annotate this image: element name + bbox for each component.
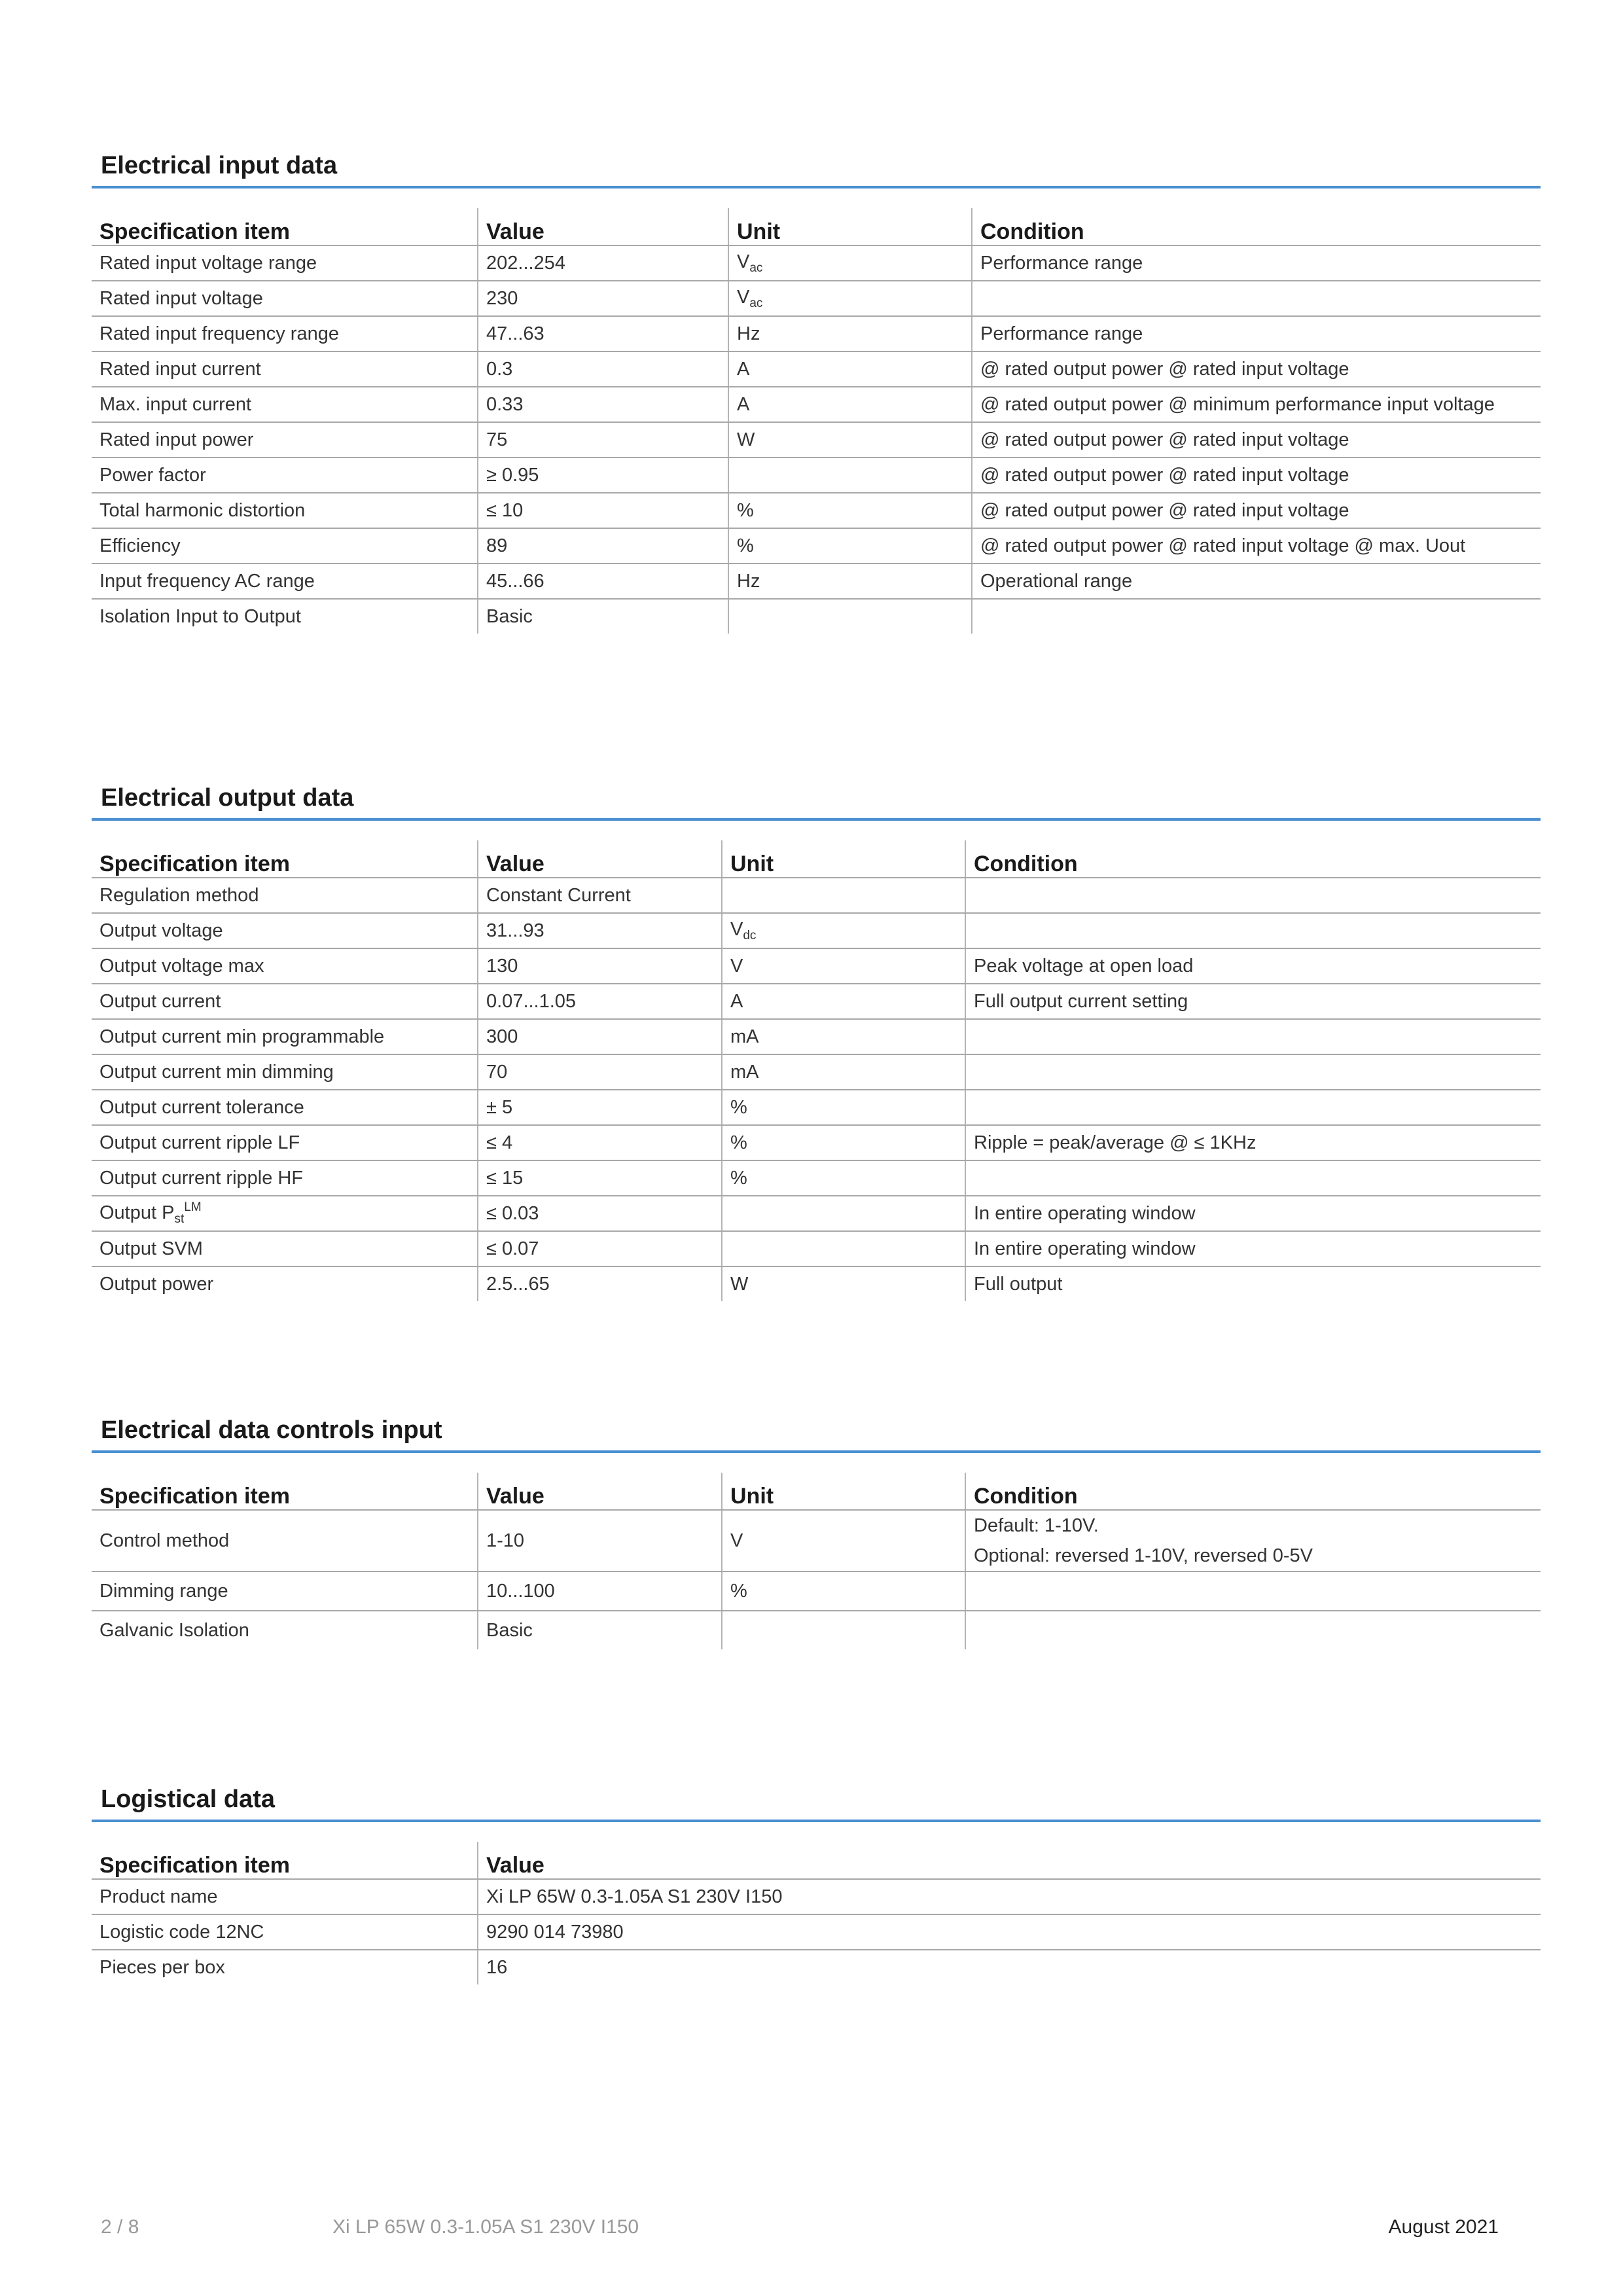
cell-condition: @ rated output power @ rated input voltage: [972, 457, 1541, 493]
cell-condition: [965, 1090, 1541, 1125]
cell-value: 230: [478, 281, 728, 316]
cell-condition: Peak voltage at open load: [965, 948, 1541, 984]
cell-unit: %: [722, 1571, 965, 1611]
cell-item: Output power: [99, 1273, 214, 1295]
cell-condition: [972, 281, 1541, 316]
cell-value: Xi LP 65W 0.3-1.05A S1 230V I150: [478, 1879, 1541, 1914]
cell-value: 70: [478, 1054, 722, 1090]
cell-unit: A: [722, 984, 965, 1019]
cell-value: 0.3: [478, 351, 728, 387]
cell-item: Output current: [92, 984, 478, 1019]
section-title: Electrical input data: [92, 145, 1541, 188]
cell-item: Control method: [92, 1510, 478, 1571]
section-controls-input: [92, 1410, 1541, 1649]
col-header: Value: [478, 1842, 1541, 1879]
cell-item: Logistic code 12NC: [92, 1914, 478, 1950]
cell-item: Rated input current: [92, 351, 478, 387]
table-row: [92, 1160, 1541, 1196]
footer-date: August 2021: [1388, 2216, 1499, 2238]
footer-product-name: Xi LP 65W 0.3-1.05A S1 230V I150: [332, 2216, 639, 2238]
cell-value: ≤ 4: [478, 1125, 722, 1160]
cell-value: 47...63: [478, 316, 728, 351]
table-row: [92, 599, 1541, 634]
table-row: [92, 457, 1541, 493]
cell-condition: Full output current setting: [965, 984, 1541, 1019]
cell-item: Product name: [92, 1879, 478, 1914]
cell-value: 300: [478, 1019, 722, 1054]
cell-item: Output voltage max: [92, 948, 478, 984]
cell-item: Output current ripple LF: [92, 1125, 478, 1160]
cell-item: Output voltage: [92, 913, 478, 948]
pst-subscript: st: [174, 1212, 185, 1226]
cell-value: 130: [478, 948, 722, 984]
cell-unit: %: [728, 528, 972, 564]
cell-value: 202...254: [478, 245, 728, 281]
cell-unit: [728, 457, 972, 493]
unit-base: V: [730, 918, 743, 940]
table-row: [92, 1090, 1541, 1125]
condition-line: Default: 1-10V.: [974, 1515, 1099, 1536]
table-row: [92, 913, 1541, 948]
cell-condition: [965, 1611, 1541, 1649]
col-header: Condition: [965, 1473, 1541, 1510]
unit-base: V: [737, 251, 750, 272]
cell-condition: In entire operating window: [965, 1231, 1541, 1266]
table-header-row: [92, 1842, 1541, 1879]
cell-unit: %: [722, 1090, 965, 1125]
col-header: Specification item: [92, 1473, 478, 1510]
table-row: [92, 387, 1541, 422]
cell-item: Output SVM: [92, 1231, 478, 1266]
unit-subscript: ac: [749, 260, 763, 275]
electrical-input-table: [92, 208, 1541, 634]
table-row: [92, 351, 1541, 387]
controls-input-table: [92, 1473, 1541, 1649]
cell-condition: Full output: [965, 1266, 1541, 1301]
cell-unit: [722, 878, 965, 913]
cell-condition: @ rated output power @ minimum performance input voltage: [972, 387, 1541, 422]
cell-value: 75: [478, 422, 728, 457]
cell-condition: Operational range: [972, 564, 1541, 599]
table-row: [92, 281, 1541, 316]
col-header: Specification item: [92, 840, 478, 878]
cell-condition: [965, 913, 1541, 948]
cell-unit: %: [722, 1160, 965, 1196]
table-row: [92, 1950, 1541, 1984]
cell-unit: [728, 599, 972, 634]
cell-unit: [722, 913, 965, 948]
cell-item: Max. input current: [92, 387, 478, 422]
cell-condition: [965, 1160, 1541, 1196]
cell-item: Rated input voltage: [92, 281, 478, 316]
table-row: [92, 564, 1541, 599]
logistical-table: [92, 1842, 1541, 1984]
cell-unit: A: [728, 387, 972, 422]
cell-item: Efficiency: [92, 528, 478, 564]
cell-unit: Hz: [728, 316, 972, 351]
condition-line: Optional: reversed 1-10V, reversed 0-5V: [974, 1545, 1313, 1566]
cell-unit: mA: [722, 1054, 965, 1090]
section-electrical-input: [92, 145, 1541, 634]
pst-superscript: LM: [184, 1200, 202, 1214]
cell-value: 16: [478, 1950, 1541, 1984]
cell-unit: V: [722, 1510, 965, 1571]
col-header: Specification item: [92, 1842, 478, 1879]
col-header: Value: [478, 208, 728, 245]
cell-item: Pieces per box: [99, 1956, 225, 1978]
table-row: [92, 1914, 1541, 1950]
table-row: [92, 1196, 1541, 1231]
section-electrical-output: [92, 778, 1541, 1301]
section-title: Logistical data: [92, 1779, 1541, 1822]
cell-value: 45...66: [478, 564, 728, 599]
cell-condition: @ rated output power @ rated input voltage: [972, 422, 1541, 457]
cell-condition: In entire operating window: [965, 1196, 1541, 1231]
unit-subscript: ac: [749, 296, 763, 310]
cell-condition: [965, 1510, 1541, 1571]
cell-value: 31...93: [478, 913, 722, 948]
cell-item: Output current tolerance: [92, 1090, 478, 1125]
section-title: Electrical output data: [92, 778, 1541, 821]
pst-prefix: Output P: [99, 1202, 175, 1223]
unit-base: V: [737, 286, 750, 308]
cell-unit: Hz: [728, 564, 972, 599]
cell-item: Galvanic Isolation: [99, 1619, 249, 1641]
cell-value: 89: [478, 528, 728, 564]
col-header: Condition: [965, 840, 1541, 878]
cell-condition: Performance range: [972, 316, 1541, 351]
footer-page-number: 2 / 8: [101, 2216, 139, 2238]
cell-condition: Performance range: [972, 245, 1541, 281]
cell-condition: [965, 878, 1541, 913]
table-row: [92, 984, 1541, 1019]
table-row: [92, 1231, 1541, 1266]
table-row: [92, 1510, 1541, 1571]
cell-value: 9290 014 73980: [478, 1914, 1541, 1950]
col-header: Value: [478, 840, 722, 878]
cell-unit: [722, 1196, 965, 1231]
cell-item: Total harmonic distortion: [92, 493, 478, 528]
cell-value: 10...100: [478, 1571, 722, 1611]
cell-value: ± 5: [478, 1090, 722, 1125]
table-header-row: [92, 840, 1541, 878]
table-row: [92, 528, 1541, 564]
table-header-row: [92, 208, 1541, 245]
cell-value: Constant Current: [478, 878, 722, 913]
table-row: [92, 422, 1541, 457]
cell-unit: A: [728, 351, 972, 387]
cell-value: Basic: [478, 599, 728, 634]
cell-item: Output current ripple HF: [92, 1160, 478, 1196]
cell-unit: mA: [722, 1019, 965, 1054]
cell-condition: [965, 1054, 1541, 1090]
cell-item: Regulation method: [92, 878, 478, 913]
cell-value: 1-10: [478, 1510, 722, 1571]
cell-value: 2.5...65: [478, 1266, 722, 1301]
cell-item: Dimming range: [92, 1571, 478, 1611]
cell-unit: [722, 1611, 965, 1649]
cell-condition: [972, 599, 1541, 634]
col-header: Condition: [972, 208, 1541, 245]
table-row: [92, 948, 1541, 984]
cell-item: Rated input frequency range: [92, 316, 478, 351]
cell-value: ≤ 15: [478, 1160, 722, 1196]
cell-value: 0.33: [478, 387, 728, 422]
cell-unit: [728, 245, 972, 281]
cell-unit: W: [728, 422, 972, 457]
col-header: Unit: [728, 208, 972, 245]
section-title: Electrical data controls input: [92, 1410, 1541, 1453]
cell-condition: [965, 1571, 1541, 1611]
cell-item: Input frequency AC range: [92, 564, 478, 599]
cell-condition: @ rated output power @ rated input voltage: [972, 493, 1541, 528]
cell-value: ≤ 10: [478, 493, 728, 528]
table-header-row: [92, 1473, 1541, 1510]
table-row: [92, 1611, 1541, 1649]
section-logistical: [92, 1779, 1541, 1984]
table-row: [92, 1571, 1541, 1611]
cell-value: ≤ 0.07: [478, 1231, 722, 1266]
col-header: Unit: [722, 840, 965, 878]
cell-unit: %: [728, 493, 972, 528]
cell-unit: [722, 1231, 965, 1266]
table-row: [92, 1266, 1541, 1301]
cell-value: ≤ 0.03: [478, 1196, 722, 1231]
cell-item: Output current min programmable: [92, 1019, 478, 1054]
electrical-output-table: [92, 840, 1541, 1301]
cell-item: Power factor: [92, 457, 478, 493]
table-row: [92, 1054, 1541, 1090]
table-row: [92, 493, 1541, 528]
cell-unit: %: [722, 1125, 965, 1160]
table-row: [92, 1879, 1541, 1914]
table-row: [92, 316, 1541, 351]
cell-value: Basic: [478, 1611, 722, 1649]
cell-unit: [728, 281, 972, 316]
cell-condition: [965, 1019, 1541, 1054]
table-row: [92, 1125, 1541, 1160]
cell-condition: @ rated output power @ rated input voltage: [972, 351, 1541, 387]
cell-condition: Ripple = peak/average @ ≤ 1KHz: [965, 1125, 1541, 1160]
cell-item: Output current min dimming: [92, 1054, 478, 1090]
cell-item: Isolation Input to Output: [99, 605, 301, 627]
cell-item: Rated input power: [92, 422, 478, 457]
table-row: [92, 1019, 1541, 1054]
cell-item: [92, 1196, 478, 1231]
cell-unit: W: [722, 1266, 965, 1301]
cell-item: Rated input voltage range: [92, 245, 478, 281]
cell-value: ≥ 0.95: [478, 457, 728, 493]
cell-condition: @ rated output power @ rated input voltage @ max. Uout: [972, 528, 1541, 564]
cell-value: 0.07...1.05: [478, 984, 722, 1019]
cell-unit: V: [722, 948, 965, 984]
unit-subscript: dc: [743, 928, 757, 942]
col-header: Specification item: [92, 208, 478, 245]
table-row: [92, 245, 1541, 281]
col-header: Value: [478, 1473, 722, 1510]
table-row: [92, 878, 1541, 913]
col-header: Unit: [722, 1473, 965, 1510]
